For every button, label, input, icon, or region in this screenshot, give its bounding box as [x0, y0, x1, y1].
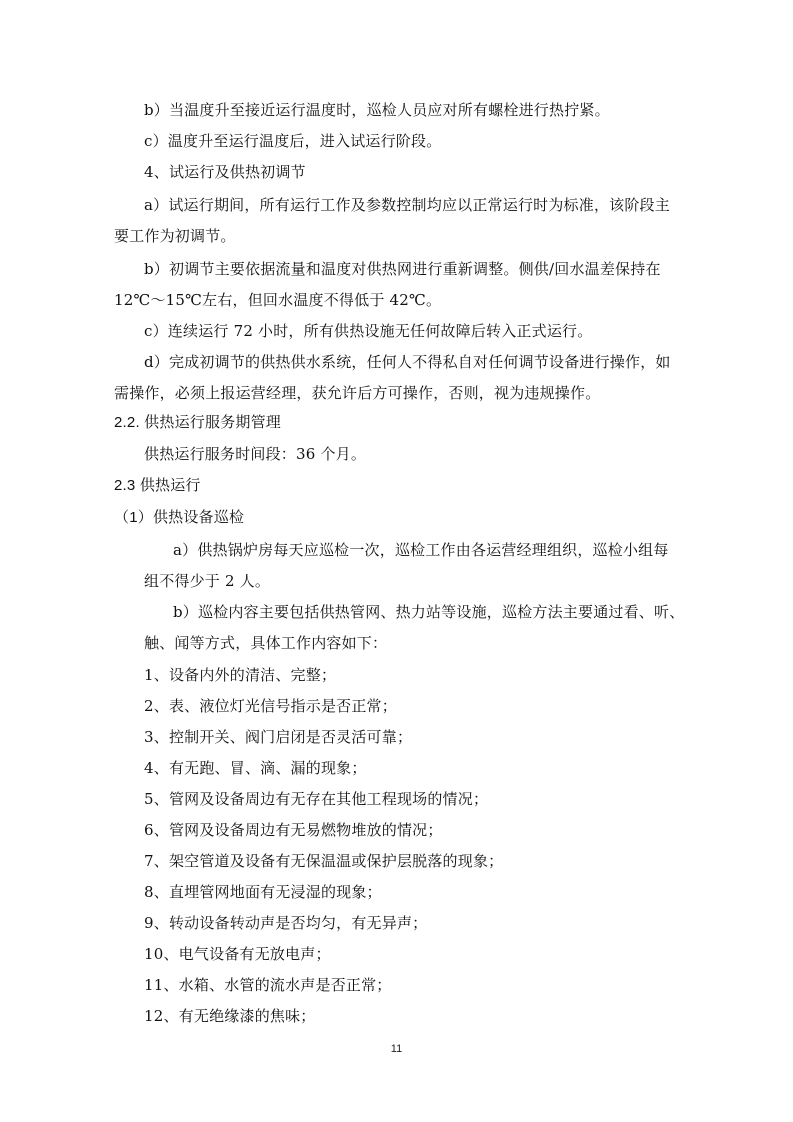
page-number: 11 [390, 1043, 403, 1055]
section-subheading: 4、试运行及供热初调节 [144, 163, 306, 181]
paragraph-line: a）供热锅炉房每天应巡检一次，巡检工作由各运营经理组织，巡检小组每 [173, 541, 669, 559]
paragraph-line: c）温度升至运行温度后，进入试运行阶段。 [144, 132, 442, 150]
paragraph-line: 触、闻等方式，具体工作内容如下： [144, 634, 388, 652]
list-item: 5、管网及设备周边有无存在其他工程现场的情况； [144, 790, 489, 808]
paragraph-line: 需操作，必须上报运营经理，获允许后方可操作，否则，视为违规操作。 [114, 384, 601, 402]
list-item: 6、管网及设备周边有无易燃物堆放的情况； [144, 821, 443, 839]
section-heading: 2.3 供热运行 [114, 477, 201, 494]
paragraph-line: 要工作为初调节。 [114, 227, 236, 245]
paragraph-line: b）初调节主要依据流量和温度对供热网进行重新调整。侧供/回水温差保持在 [144, 260, 661, 278]
list-item: 4、有无跑、冒、滴、漏的现象； [144, 759, 367, 777]
list-item: 12、有无绝缘漆的焦味； [144, 1007, 316, 1025]
list-item: 3、控制开关、阀门启闭是否灵活可靠； [144, 728, 413, 746]
list-item: 11、水箱、水管的流水声是否正常； [144, 976, 392, 994]
list-item: 7、架空管道及设备有无保温温或保护层脱落的现象； [144, 852, 504, 870]
paragraph-line: a）试运行期间，所有运行工作及参数控制均应以正常运行时为标准，该阶段主 [144, 196, 670, 214]
section-subheading: （1）供热设备巡检 [114, 509, 245, 526]
paragraph-line: d）完成初调节的供热供水系统，任何人不得私自对任何调节设备进行操作，如 [144, 353, 671, 371]
paragraph-line: 组不得少于 2 人。 [144, 572, 271, 590]
paragraph-line: 供热运行服务时间段：36 个月。 [144, 445, 367, 463]
paragraph-line: c）连续运行 72 小时，所有供热设施无任何故障后转入正式运行。 [144, 322, 593, 340]
list-item: 1、设备内外的清洁、完整； [144, 666, 337, 684]
list-item: 2、表、液位灯光信号指示是否正常； [144, 697, 397, 715]
list-item: 10、电气设备有无放电声； [144, 945, 331, 963]
section-heading: 2.2. 供热运行服务期管理 [114, 414, 281, 431]
paragraph-line: b）当温度升至接近运行温度时，巡检人员应对所有螺栓进行热拧紧。 [144, 101, 610, 119]
paragraph-line: 12℃～15℃左右，但回水温度不得低于 42℃。 [114, 291, 442, 309]
list-item: 8、直埋管网地面有无浸湿的现象； [144, 883, 382, 901]
paragraph-line: b）巡检内容主要包括供热管网、热力站等设施，巡检方法主要通过看、听、 [173, 603, 685, 621]
list-item: 9、转动设备转动声是否均匀，有无异声； [144, 914, 428, 932]
